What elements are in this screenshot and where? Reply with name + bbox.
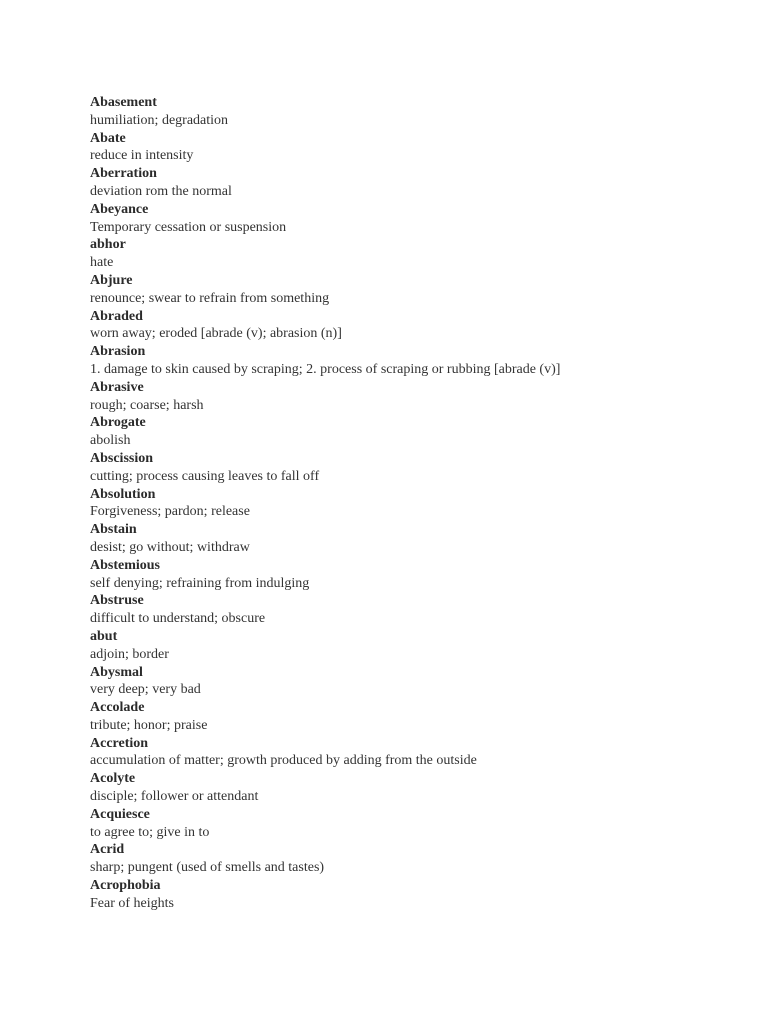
term: Accretion [90,735,149,751]
term: Aberration [90,166,157,182]
glossary-entry [90,735,730,771]
definition: rough; coarse; harsh [90,397,204,413]
term: Abrasion [90,344,146,360]
term: Abscission [90,450,154,466]
glossary-entry [90,770,730,806]
definition: self denying; refraining from indulging [90,575,310,591]
definition: Forgiveness; pardon; release [90,504,250,520]
glossary-entry [90,806,730,842]
term: Abeyance [90,201,149,217]
term: Abstemious [90,557,161,573]
term: Absolution [90,486,156,502]
term: Abate [90,130,126,146]
term: Acrophobia [90,878,161,894]
glossary-entry [90,201,730,237]
glossary-entry [90,414,730,450]
definition: disciple; follower or attendant [90,789,259,805]
term: abhor [90,237,126,253]
definition: adjoin; border [90,646,169,662]
definition: Temporary cessation or suspension [90,219,287,235]
glossary-entry [90,521,730,557]
glossary-entry [90,272,730,308]
glossary-entry [90,699,730,735]
definition: difficult to understand; obscure [90,611,266,627]
glossary-entry [90,379,730,415]
term: Abrasive [90,379,144,395]
term: Abstruse [90,593,144,609]
definition: desist; go without; withdraw [90,539,250,555]
term: Abysmal [90,664,143,680]
glossary-entry [90,236,730,272]
definition: accumulation of matter; growth produced by adding from the outside [90,753,477,769]
definition: Fear of heights [90,895,174,911]
term: Accolade [90,700,145,716]
definition: worn away; eroded [abrade (v); abrasion (n)] [90,326,342,342]
glossary-entry [90,877,730,913]
definition: to agree to; give in to [90,824,210,840]
definition: reduce in intensity [90,148,194,164]
glossary-entry [90,130,730,166]
glossary-entry [90,557,730,593]
glossary-page [90,94,730,913]
definition: abolish [90,433,131,449]
term: Abasement [90,95,157,110]
term: Acrid [90,842,125,858]
term: Acquiesce [90,806,150,822]
glossary-entry [90,664,730,700]
definition: renounce; swear to refrain from something [90,290,330,306]
glossary-entry [90,343,730,379]
term: Acolyte [90,771,136,787]
term: Abjure [90,272,133,288]
glossary-entry [90,628,730,664]
glossary-entry [90,308,730,344]
definition: tribute; honor; praise [90,717,208,733]
definition: 1. damage to skin caused by scraping; 2. process of scraping or rubbing [abrade (v)] [90,361,561,377]
definition: hate [90,255,114,271]
glossary-entry [90,486,730,522]
glossary-entry [90,94,730,130]
glossary-entry [90,165,730,201]
term: Abraded [90,308,143,324]
glossary-entry [90,450,730,486]
glossary-entry [90,592,730,628]
glossary-entry [90,841,730,877]
definition: cutting; process causing leaves to fall off [90,468,320,484]
definition: deviation rom the normal [90,183,232,199]
term: abut [90,628,118,644]
term: Abstain [90,522,137,538]
definition: sharp; pungent (used of smells and tastes) [90,860,325,876]
definition: very deep; very bad [90,682,201,698]
term: Abrogate [90,415,146,431]
definition: humiliation; degradation [90,112,229,128]
